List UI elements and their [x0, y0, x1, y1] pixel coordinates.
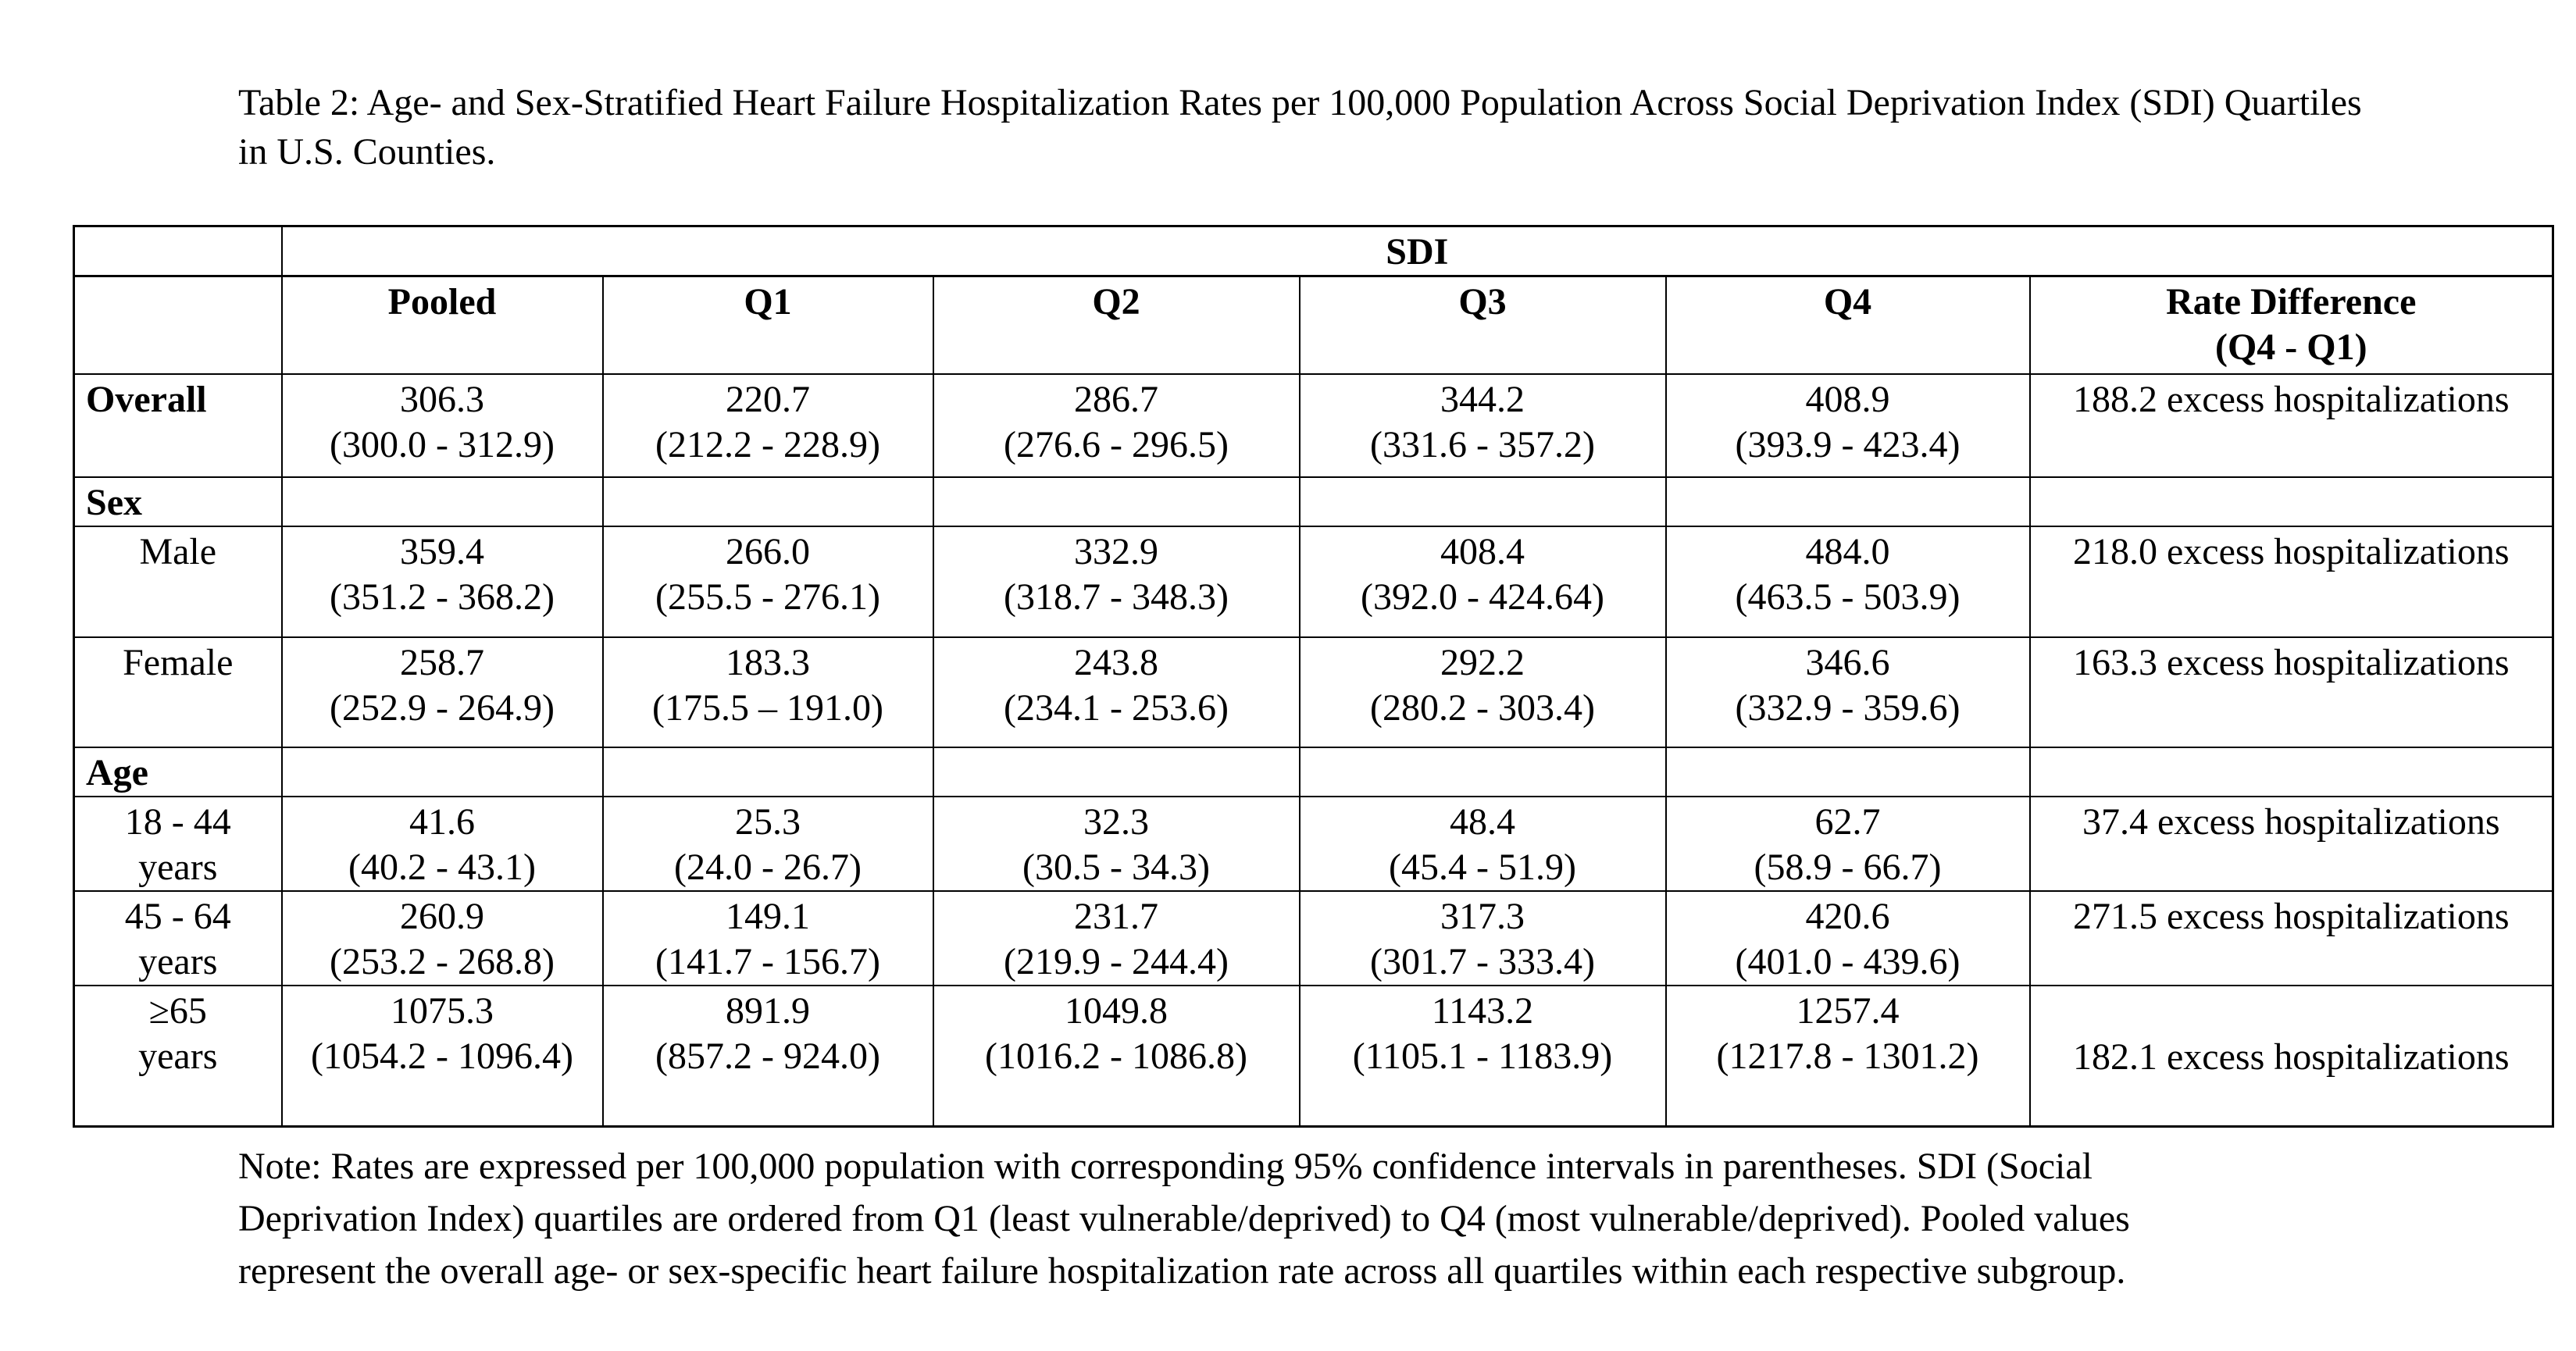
rate-value: 25.3 — [735, 800, 801, 843]
rate-value: 183.3 — [726, 641, 810, 683]
col-header-q1: Q1 — [603, 276, 933, 374]
table-row-7 — [74, 986, 2553, 1127]
confidence-interval: (40.2 - 43.1) — [348, 846, 536, 888]
rate-difference-header-line2: (Q4 - Q1) — [2214, 326, 2367, 368]
confidence-interval: (280.2 - 303.4) — [1370, 686, 1595, 729]
rate-value: 359.4 — [400, 530, 484, 572]
rate-value: 220.7 — [726, 378, 810, 420]
rate-difference-cell-2: 218.0 excess hospitalizations — [2030, 526, 2553, 637]
table-row-2 — [74, 526, 2553, 637]
rate-cell-r4-c1 — [603, 747, 933, 797]
rate-cell-r6-c4 — [1666, 891, 2030, 986]
confidence-interval: (219.9 - 244.4) — [1004, 940, 1229, 982]
rate-value: 420.6 — [1805, 895, 1890, 937]
rate-cell-r5-c1 — [603, 797, 933, 891]
rate-value: 484.0 — [1805, 530, 1890, 572]
row-label-line: 45 - 64 — [124, 895, 231, 937]
rate-value: 408.9 — [1805, 378, 1890, 420]
rate-value: 1075.3 — [391, 989, 494, 1032]
row-label-line: Male — [139, 530, 217, 572]
rate-cell-r1-c2 — [933, 477, 1300, 526]
rate-cell-r3-c3 — [1300, 637, 1666, 747]
row-label-2 — [74, 526, 282, 637]
rate-value: 332.9 — [1074, 530, 1158, 572]
rate-cell-r1-c3 — [1300, 477, 1666, 526]
rate-cell-r0-c2 — [933, 374, 1300, 477]
rate-difference-cell-1 — [2030, 477, 2553, 526]
rate-cell-r6-c3 — [1300, 891, 1666, 986]
rate-value: 1049.8 — [1065, 989, 1168, 1032]
rate-cell-r4-c2 — [933, 747, 1300, 797]
confidence-interval: (253.2 - 268.8) — [330, 940, 555, 982]
table-body — [74, 374, 2553, 1127]
rate-cell-r2-c3 — [1300, 526, 1666, 637]
confidence-interval: (58.9 - 66.7) — [1754, 846, 1942, 888]
corner-cell — [74, 226, 282, 276]
rate-cell-r2-c4 — [1666, 526, 2030, 637]
rate-value: 62.7 — [1814, 800, 1881, 843]
table-row-6 — [74, 891, 2553, 986]
confidence-interval: (331.6 - 357.2) — [1370, 423, 1595, 465]
row-label-line: years — [138, 846, 218, 888]
rate-cell-r2-c0 — [282, 526, 603, 637]
rate-cell-r7-c0 — [282, 986, 603, 1127]
rate-cell-r6-c1 — [603, 891, 933, 986]
rate-cell-r5-c3 — [1300, 797, 1666, 891]
row-label-line: Sex — [86, 481, 142, 523]
rate-value: 41.6 — [409, 800, 475, 843]
table-row-3 — [74, 637, 2553, 747]
row-label-6 — [74, 891, 282, 986]
rate-cell-r4-c0 — [282, 747, 603, 797]
rate-value: 260.9 — [400, 895, 484, 937]
confidence-interval: (392.0 - 424.64) — [1361, 576, 1604, 618]
rate-cell-r4-c3 — [1300, 747, 1666, 797]
rate-cell-r2-c2 — [933, 526, 1300, 637]
rate-value: 1257.4 — [1796, 989, 1900, 1032]
rate-cell-r6-c2 — [933, 891, 1300, 986]
confidence-interval: (351.2 - 368.2) — [330, 576, 555, 618]
rate-value: 32.3 — [1083, 800, 1149, 843]
sdi-header-row — [74, 226, 2553, 276]
rate-difference-header-line1: Rate Difference — [2166, 281, 2417, 323]
rate-cell-r7-c4 — [1666, 986, 2030, 1127]
confidence-interval: (463.5 - 503.9) — [1735, 576, 1961, 618]
rate-value: 258.7 — [400, 641, 484, 683]
confidence-interval: (276.6 - 296.5) — [1004, 423, 1229, 465]
row-label-0 — [74, 374, 282, 477]
confidence-interval: (1217.8 - 1301.2) — [1716, 1035, 1979, 1077]
rate-cell-r0-c4 — [1666, 374, 2030, 477]
confidence-interval: (318.7 - 348.3) — [1004, 576, 1229, 618]
confidence-interval: (300.0 - 312.9) — [330, 423, 555, 465]
rate-difference-cell-5: 37.4 excess hospitalizations — [2030, 797, 2553, 891]
rate-cell-r3-c1 — [603, 637, 933, 747]
rate-difference-cell-3: 163.3 excess hospitalizations — [2030, 637, 2553, 747]
col-header-rate-difference — [2030, 276, 2553, 374]
table-row-0 — [74, 374, 2553, 477]
rate-cell-r4-c4 — [1666, 747, 2030, 797]
table-row-5 — [74, 797, 2553, 891]
rate-cell-r1-c0 — [282, 477, 603, 526]
rate-cell-r5-c2 — [933, 797, 1300, 891]
row-label-5 — [74, 797, 282, 891]
row-label-line: Overall — [86, 378, 207, 420]
table-caption: Table 2: Age- and Sex-Stratified Heart Failure Hospitalization Rates per 100,000 Population Across Social Deprivation Index (SDI) Quartiles in U.S. Counties. — [238, 82, 2362, 173]
row-label-line: Female — [123, 641, 234, 683]
rate-value: 231.7 — [1074, 895, 1158, 937]
confidence-interval: (234.1 - 253.6) — [1004, 686, 1229, 729]
rate-cell-r6-c0 — [282, 891, 603, 986]
confidence-interval: (212.2 - 228.9) — [655, 423, 880, 465]
rate-value: 1143.2 — [1431, 989, 1534, 1032]
rate-value: 317.3 — [1440, 895, 1525, 937]
stub-cell — [74, 276, 282, 374]
row-label-3 — [74, 637, 282, 747]
confidence-interval: (1016.2 - 1086.8) — [985, 1035, 1247, 1077]
row-label-line: ≥65 — [148, 989, 207, 1032]
confidence-interval: (252.9 - 264.9) — [330, 686, 555, 729]
confidence-interval: (1054.2 - 1096.4) — [311, 1035, 573, 1077]
confidence-interval: (24.0 - 26.7) — [674, 846, 862, 888]
rate-cell-r3-c4 — [1666, 637, 2030, 747]
confidence-interval: (401.0 - 439.6) — [1735, 940, 1961, 982]
confidence-interval: (857.2 - 924.0) — [655, 1035, 880, 1077]
col-header-q3: Q3 — [1300, 276, 1666, 374]
rate-value: 891.9 — [726, 989, 810, 1032]
confidence-interval: (332.9 - 359.6) — [1735, 686, 1961, 729]
rate-value: 243.8 — [1074, 641, 1158, 683]
confidence-interval: (45.4 - 51.9) — [1389, 846, 1576, 888]
rate-value: 286.7 — [1074, 378, 1158, 420]
rate-cell-r5-c4 — [1666, 797, 2030, 891]
col-header-q4: Q4 — [1666, 276, 2030, 374]
rate-cell-r0-c0 — [282, 374, 603, 477]
row-label-line: 18 - 44 — [124, 800, 231, 843]
rate-value: 408.4 — [1440, 530, 1525, 572]
rate-cell-r1-c1 — [603, 477, 933, 526]
rate-difference-cell-7: 182.1 excess hospitalizations — [2030, 986, 2553, 1127]
rate-difference-cell-6: 271.5 excess hospitalizations — [2030, 891, 2553, 986]
rate-cell-r1-c4 — [1666, 477, 2030, 526]
column-header-row — [74, 276, 2553, 374]
confidence-interval: (1105.1 - 1183.9) — [1352, 1035, 1613, 1077]
rate-cell-r2-c1 — [603, 526, 933, 637]
rate-value: 306.3 — [400, 378, 484, 420]
rate-cell-r0-c3 — [1300, 374, 1666, 477]
rate-value: 48.4 — [1450, 800, 1515, 843]
row-label-1 — [74, 477, 282, 526]
row-label-line: years — [138, 940, 218, 982]
confidence-interval: (301.7 - 333.4) — [1370, 940, 1595, 982]
table-row-4 — [74, 747, 2553, 797]
rate-value: 266.0 — [726, 530, 810, 572]
row-label-7 — [74, 986, 282, 1127]
data-table — [73, 225, 2554, 1128]
sdi-span-header: SDI — [282, 226, 2553, 276]
rate-value: 292.2 — [1440, 641, 1525, 683]
rate-cell-r0-c1 — [603, 374, 933, 477]
rate-cell-r3-c2 — [933, 637, 1300, 747]
rate-cell-r7-c3 — [1300, 986, 1666, 1127]
row-label-line: Age — [86, 751, 148, 793]
row-label-4 — [74, 747, 282, 797]
confidence-interval: (30.5 - 34.3) — [1022, 846, 1210, 888]
confidence-interval: (255.5 - 276.1) — [655, 576, 880, 618]
rate-cell-r7-c1 — [603, 986, 933, 1127]
rate-value: 344.2 — [1440, 378, 1525, 420]
rate-cell-r5-c0 — [282, 797, 603, 891]
confidence-interval: (175.5 – 191.0) — [652, 686, 883, 729]
rate-difference-cell-0: 188.2 excess hospitalizations — [2030, 374, 2553, 477]
confidence-interval: (393.9 - 423.4) — [1735, 423, 1961, 465]
rate-difference-cell-4 — [2030, 747, 2553, 797]
table-row-1 — [74, 477, 2553, 526]
rate-cell-r7-c2 — [933, 986, 1300, 1127]
rate-cell-r3-c0 — [282, 637, 603, 747]
col-header-q2: Q2 — [933, 276, 1300, 374]
rate-value: 149.1 — [726, 895, 810, 937]
row-label-line: years — [138, 1035, 218, 1077]
rate-value: 346.6 — [1805, 641, 1890, 683]
col-header-pooled: Pooled — [282, 276, 603, 374]
confidence-interval: (141.7 - 156.7) — [655, 940, 880, 982]
table-note: Note: Rates are expressed per 100,000 population with corresponding 95% confidence intervals in parentheses. SDI (Social Deprivation Index) quartiles are ordered from Q1 (least vulnerable/deprived) to Q4 (most vulnerable/deprived). Pooled values represent the overall age- or sex-specific heart failure hospitalization rate across all quartiles within each respective subgroup. — [238, 1146, 2130, 1292]
